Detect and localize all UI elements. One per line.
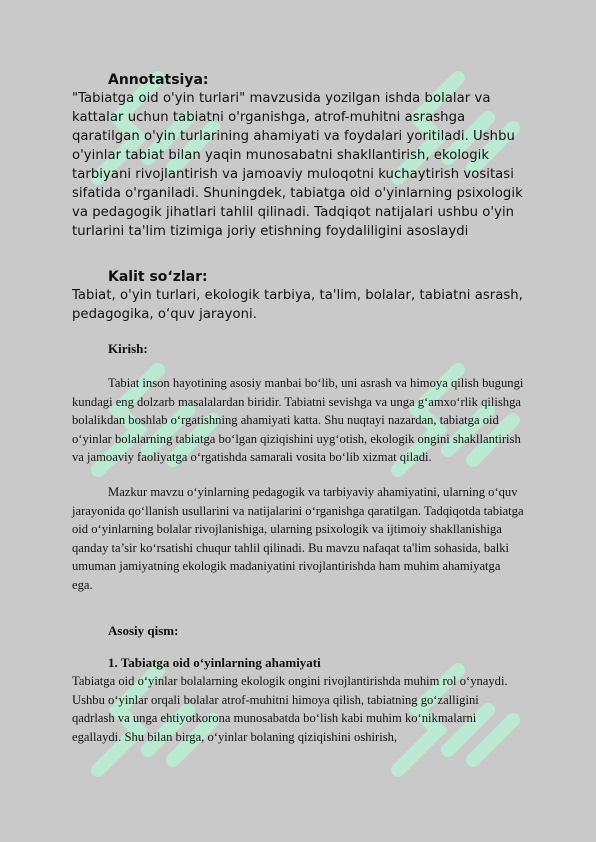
section-1-text: Tabiatga oid o‘yinlar bolalarning ekologik ongini rivojlantirishda muhim rol o‘ynaydi. Ushbu o‘yinlar orqali bolalar atrof-muhitni himoya qilish, tabiatning go‘zalligini qadrlash va unga ehtiyotkorona munosabatda bo‘lish kabi muhim ko‘nikmalarni egallaydi. Shu bilan birga, o‘yinlar bolaning qiziqishini oshirish, xyxy=(72,674,508,744)
keywords-section xyxy=(72,268,524,324)
keywords-text: Tabiat, o'yin turlari, ekologik tarbiya, ta'lim, bolalar, tabiatni asrash, pedagogika, o‘quv jarayoni. xyxy=(72,288,523,322)
annotation-heading: Annotatsiya: xyxy=(108,72,209,88)
main-section xyxy=(72,622,524,746)
intro-paragraph-2: Mazkur mavzu o‘yinlarning pedagogik va tarbiyaviy ahamiyatini, ularning o‘quv jarayonida qo‘llanish usullarini va natijalarini o‘rganishga qaratilgan. Tadqiqotda tabiatga oid o‘yinlarning bolalar rivojlanishiga, ularning psixologik va ijtimoiy shakllanishiga qanday ta’sir ko‘rsatishi chuqur tahlil qilinadi. Bu mavzu nafaqat ta'lim sohasida, balki umuman jamiyatning ekologik madaniyatini rivojlantirishda ham muhim ahamiyatga ega. xyxy=(72,484,524,592)
intro-paragraph-1: Tabiat inson hayotining asosiy manbai bo‘lib, uni asrash va himoya qilish bugungi kundagi eng dolzarb masalalardan biridir. Tabiatni sevishga va unga g‘amxo‘rlik qilishga bolalikdan boshlab o‘rgatishning ahamiyati katta. Shu nuqtayi nazardan, tabiatga oid o‘yinlar bolalarning tabiatga bo‘lgan qiziqishini uyg‘otish, ekologik ongini shakllantirish va jamoaviy faoliyatga o‘rgatishda samarali vosita bo‘lib xizmat qiladi. xyxy=(72,376,524,465)
annotation-text: "Tabiatga oid o'yin turlari" mavzusida yozilgan ishda bolalar va kattalar uchun tabiatni o'rganishga, atrof-muhitni asrashga qaratilgan o'yin turlarining ahamiyati va foydalari yoritiladi. Ushbu o'yinlar tabiat bilan yaqin munosabatni shakllantirish, ekologik tarbiyani rivojlantirish va jamoaviy muloqotni kuchaytirish vositasi sifatida o'rganiladi. Shuningdek, tabiatga oid o'yinlarning psixologik va pedagogik jihatlari tahlil qilinadi. Tadqiqot natijalari ushbu o'yin turlarini ta'lim tizimiga joriy etishning foydaliligini asoslaydi xyxy=(72,91,523,239)
intro-section xyxy=(72,340,524,595)
annotation-section xyxy=(72,71,524,241)
keywords-heading: Kalit so‘zlar: xyxy=(108,269,208,285)
section-1-title: 1. Tabiatga oid o‘yinlarning ahamiyati xyxy=(108,655,321,670)
intro-heading: Kirish: xyxy=(108,341,148,356)
main-heading: Asosiy qism: xyxy=(108,623,179,638)
